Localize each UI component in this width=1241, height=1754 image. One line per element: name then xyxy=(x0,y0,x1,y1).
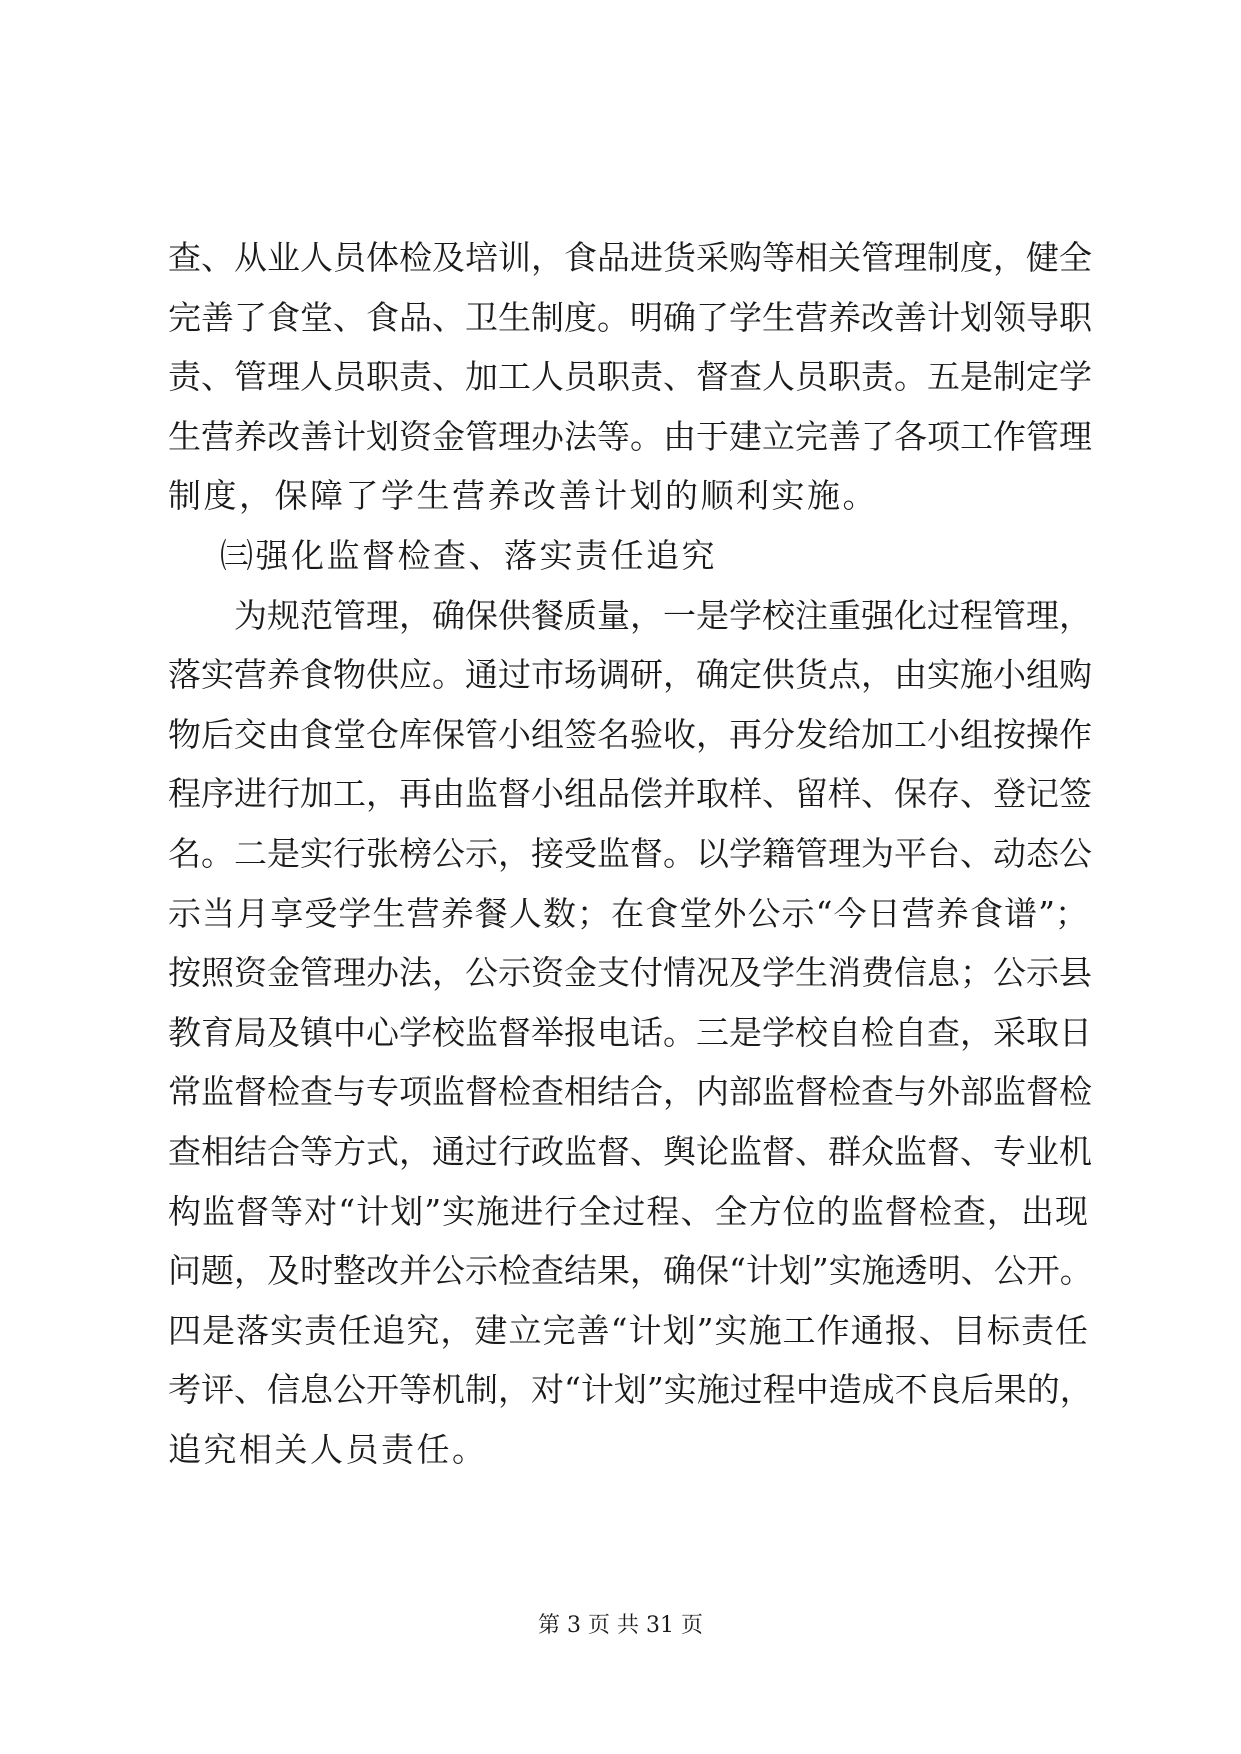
text-line: 追究相关人员责任。 xyxy=(168,1429,488,1469)
text-line: 问题，及时整改并公示检查结果，确保“计划”实施透明、公开。 xyxy=(168,1251,1093,1291)
text-line: 落实营养食物供应。通过市场调研，确定供货点，由实施小组购 xyxy=(168,655,1092,695)
text-line: 四是落实责任追究，建立完善“计划”实施工作通报、目标责任 xyxy=(168,1310,1088,1350)
text-line: 名。二是实行张榜公示，接受监督。以学籍管理为平台、动态公 xyxy=(168,833,1092,873)
text-line: 制度，保障了学生营养改善计划的顺利实施。 xyxy=(168,476,878,516)
text-line: 构监督等对“计划”实施进行全过程、全方位的监督检查，出现 xyxy=(168,1191,1088,1231)
text-line: 生营养改善计划资金管理办法等。由于建立完善了各项工作管理 xyxy=(168,416,1092,456)
text-line: 教育局及镇中心学校监督举报电话。三是学校自检自查，采取日 xyxy=(168,1012,1092,1052)
page-number-footer: 第 3 页 共 31 页 xyxy=(538,1613,703,1638)
text-line: 查相结合等方式，通过行政监督、舆论监督、群众监督、专业机 xyxy=(168,1131,1092,1171)
text-line: 示当月享受学生营养餐人数；在食堂外公示“今日营养食谱”； xyxy=(168,893,1088,933)
text-line: 查、从业人员体检及培训，食品进货采购等相关管理制度，健全 xyxy=(168,238,1092,277)
body-text xyxy=(168,228,1093,1479)
text-line: 责、管理人员职责、加工人员职责、督查人员职责。五是制定学 xyxy=(168,357,1092,397)
section-heading: ㈢强化监督检查、落实责任追究 xyxy=(220,535,717,575)
text-line: 完善了食堂、食品、卫生制度。明确了学生营养改善计划领导职 xyxy=(168,297,1092,337)
text-line: 为规范管理，确保供餐质量，一是学校注重强化过程管理， xyxy=(234,595,1092,635)
text-line: 物后交由食堂仓库保管小组签名验收，再分发给加工小组按操作 xyxy=(168,714,1092,754)
text-line: 考评、信息公开等机制，对“计划”实施过程中造成不良后果的， xyxy=(168,1370,1093,1410)
text-line: 程序进行加工，再由监督小组品偿并取样、留样、保存、登记签 xyxy=(168,774,1092,814)
text-line: 常监督检查与专项监督检查相结合，内部监督检查与外部监督检 xyxy=(168,1072,1092,1112)
text-line: 按照资金管理办法，公示资金支付情况及学生消费信息；公示县 xyxy=(168,953,1092,993)
